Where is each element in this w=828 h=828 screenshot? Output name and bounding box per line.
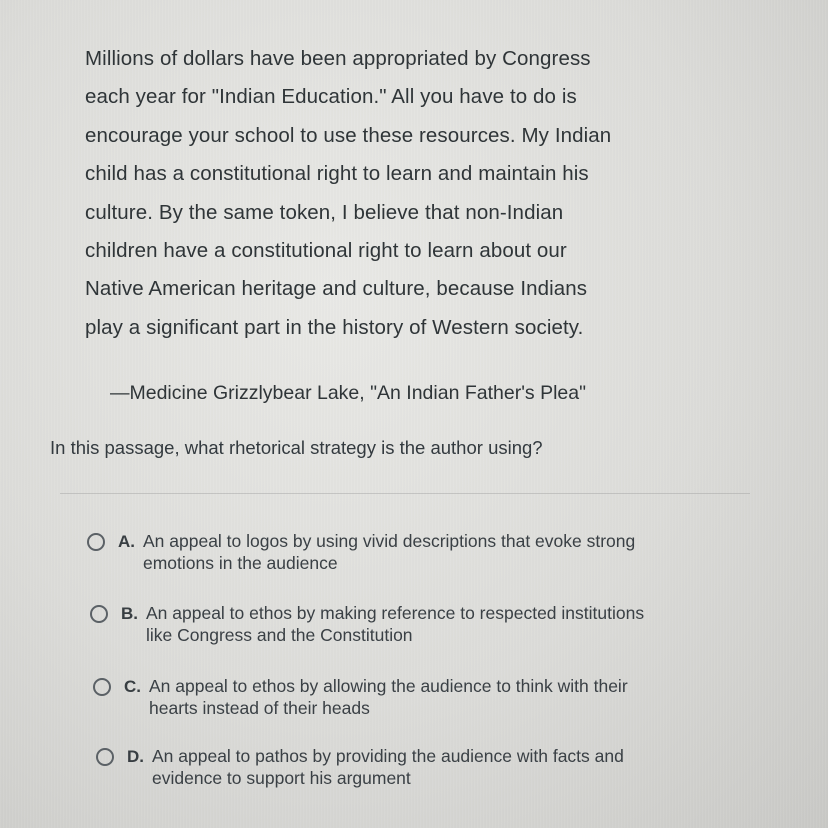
radio-button-a[interactable] xyxy=(87,533,105,551)
option-text-line: An appeal to ethos by making reference to respected institutions xyxy=(146,603,645,623)
option-text-line: emotions in the audience xyxy=(143,553,338,573)
radio-button-d[interactable] xyxy=(96,748,114,766)
option-text-line: like Congress and the Constitution xyxy=(146,625,413,645)
option-text xyxy=(143,530,635,574)
option-letter: B. xyxy=(121,604,138,623)
option-letter: A. xyxy=(118,532,135,551)
passage-line: each year for "Indian Education." All you have to do is xyxy=(85,85,577,109)
answer-option-b[interactable] xyxy=(90,602,644,646)
passage-line: Native American heritage and culture, because Indians xyxy=(85,277,588,301)
option-text xyxy=(149,675,628,719)
answer-option-c[interactable] xyxy=(93,675,628,719)
passage-line: encourage your school to use these resources. My Indian xyxy=(85,123,612,147)
radio-button-b[interactable] xyxy=(90,605,108,623)
option-text-line: hearts instead of their heads xyxy=(149,698,370,718)
passage-line: play a significant part in the history of Western society. xyxy=(85,315,584,339)
question-prompt: In this passage, what rhetorical strategy is the author using? xyxy=(50,437,543,458)
option-text-line: An appeal to pathos by providing the audience with facts and xyxy=(152,746,624,766)
answer-option-d[interactable] xyxy=(96,745,624,789)
passage-line: child has a constitutional right to learn and maintain his xyxy=(85,162,589,186)
option-letter: C. xyxy=(124,677,141,696)
answer-option-a[interactable] xyxy=(87,530,635,574)
radio-button-c[interactable] xyxy=(93,678,111,696)
option-text-line: An appeal to ethos by allowing the audience to think with their xyxy=(149,676,628,696)
passage-line: children have a constitutional right to learn about our xyxy=(85,239,567,263)
passage-line: Millions of dollars have been appropriated by Congress xyxy=(85,47,591,70)
option-letter: D. xyxy=(127,747,144,766)
option-text xyxy=(152,745,624,789)
passage-attribution: —Medicine Grizzlybear Lake, "An Indian Father's Plea" xyxy=(110,382,587,404)
option-text xyxy=(146,602,644,646)
option-text-line: evidence to support his argument xyxy=(152,768,411,788)
option-text-line: An appeal to logos by using vivid descriptions that evoke strong xyxy=(143,531,636,551)
passage-line: culture. By the same token, I believe that non-Indian xyxy=(85,200,564,224)
